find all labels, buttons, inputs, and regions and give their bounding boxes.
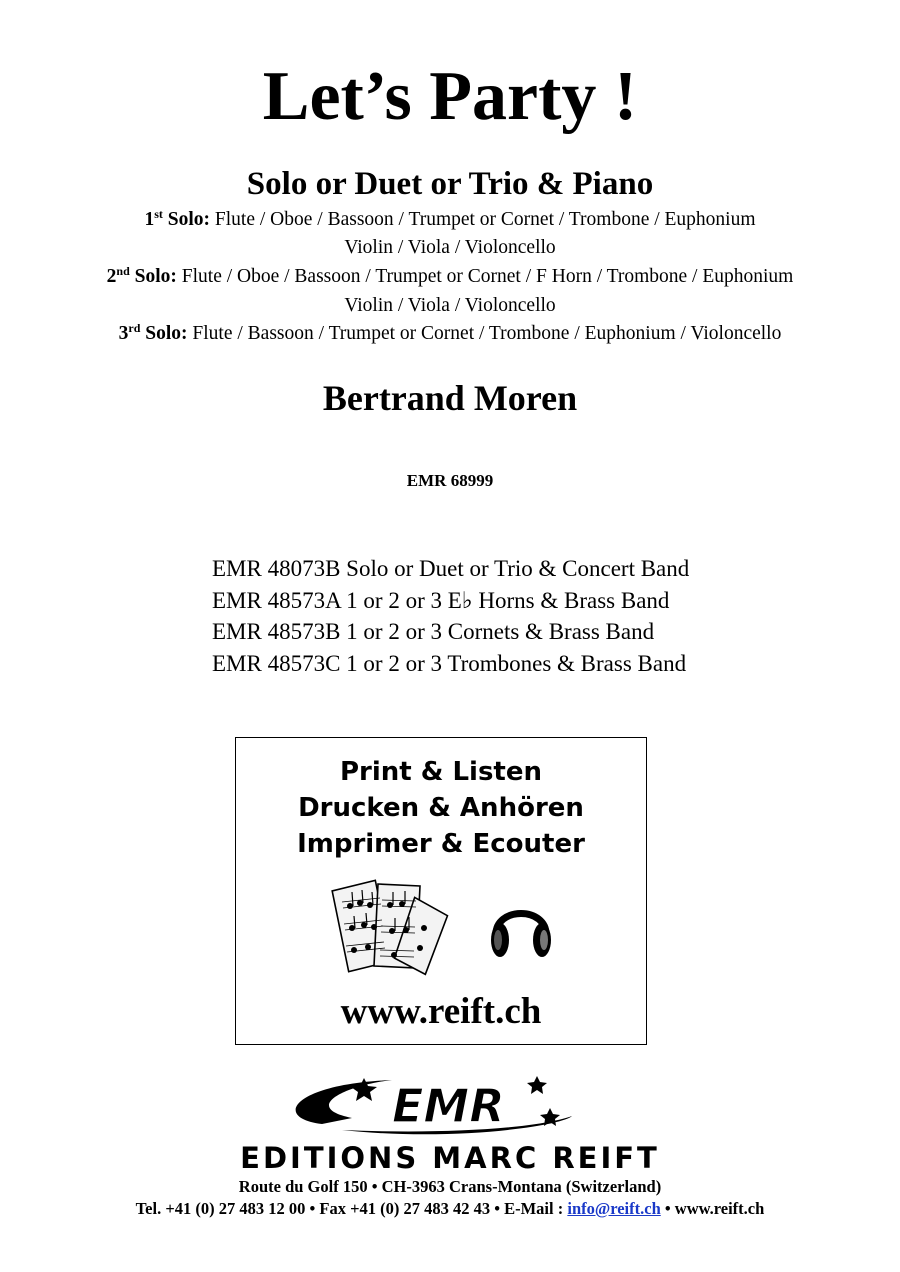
contact-phone-fax: Tel. +41 (0) 27 483 12 00 • Fax +41 (0) 27 483 42 43 • E-Mail :	[135, 1199, 568, 1218]
page-title: Let’s Party !	[262, 58, 638, 135]
headphones-icon	[486, 888, 556, 968]
list-item: EMR 48073B Solo or Duet or Trio & Concert Band	[212, 556, 690, 581]
list-item: EMR 48573B 1 or 2 or 3 Cornets & Brass Band	[212, 619, 655, 645]
catalog-code: EMR 68999	[406, 471, 494, 490]
composer-name: Bertrand Moren	[322, 378, 578, 418]
solo-1-continuation: Violin / Viola / Violoncello	[344, 237, 556, 258]
footer-address: Route du Golf 150 • CH-3963 Crans-Montana (Switzerland)	[238, 1177, 662, 1196]
subtitle: Solo or Duet or Trio & Piano	[246, 166, 654, 202]
emr-logo	[232, 1072, 672, 1142]
sheet-music-icon	[328, 876, 456, 976]
solo-1-label: 1st Solo:	[144, 207, 211, 230]
promo-line-french: Imprimer & Ecouter	[297, 829, 585, 859]
email-link[interactable]: info@reift.ch	[567, 1199, 661, 1218]
solo-2-continuation: Violin / Viola / Violoncello	[344, 295, 556, 316]
related-editions-list	[212, 553, 689, 680]
print-listen-box	[235, 737, 647, 1045]
solo-2-line	[0, 263, 900, 291]
solo-1-line	[0, 206, 900, 234]
contact-website: • www.reift.ch	[660, 1199, 765, 1218]
solo-2-instruments: Flute / Oboe / Bassoon / Trumpet or Cornet / F Horn / Trombone / Euphonium	[176, 266, 794, 287]
solo-3-label: 3rd Solo:	[118, 321, 188, 344]
promo-line-english: Print & Listen	[339, 757, 543, 787]
publisher-name: EDITIONS MARC REIFT	[240, 1141, 660, 1175]
promo-line-german: Drucken & Anhören	[298, 793, 584, 823]
footer-contact	[0, 1198, 900, 1220]
solo-2-label: 2nd Solo:	[106, 264, 177, 287]
solo-3-line	[0, 320, 900, 348]
list-item: EMR 48573A 1 or 2 or 3 E♭ Horns & Brass Band	[212, 587, 670, 613]
promo-website[interactable]: www.reift.ch	[340, 991, 542, 1032]
list-item: EMR 48573C 1 or 2 or 3 Trombones & Brass Band	[212, 651, 687, 677]
logo-mark-text: EMR	[392, 1079, 505, 1133]
promo-text	[236, 754, 646, 862]
solo-1-instruments: Flute / Oboe / Bassoon / Trumpet or Cornet / Trombone / Euphonium	[210, 209, 756, 230]
solo-3-instruments: Flute / Bassoon / Trumpet or Cornet / Trombone / Euphonium / Violoncello	[187, 323, 782, 344]
